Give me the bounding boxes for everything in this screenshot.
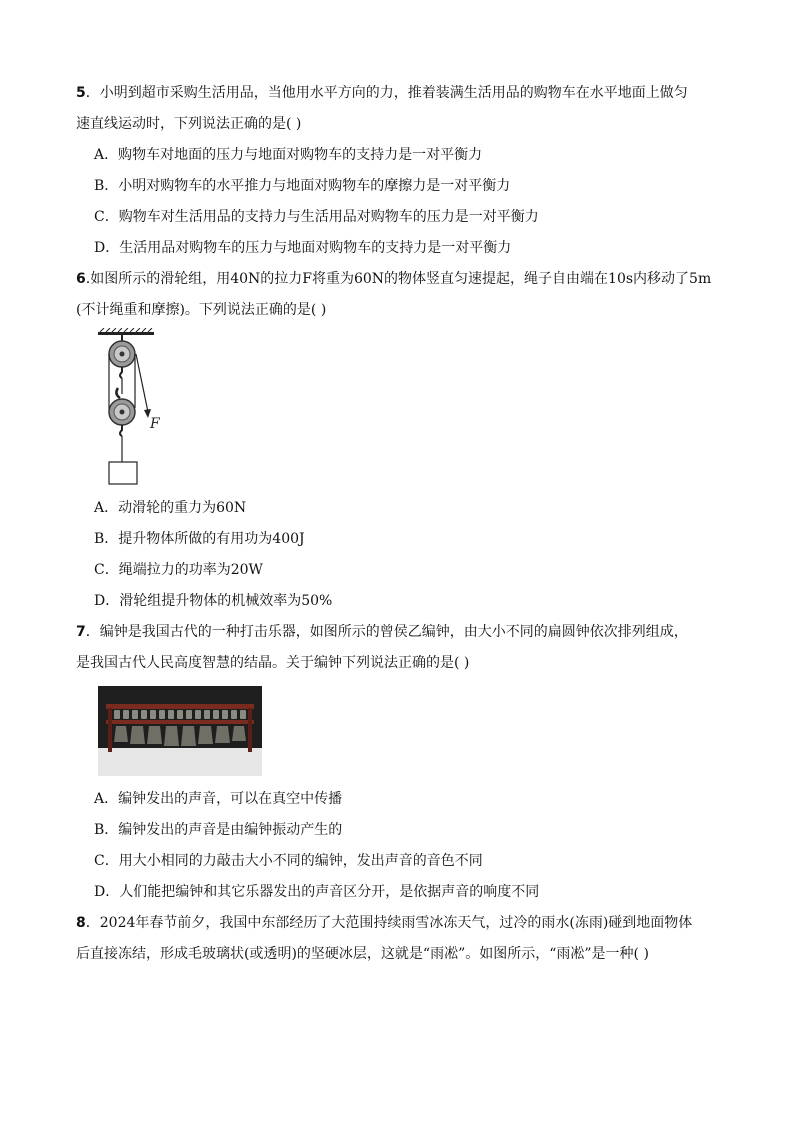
question-6-option-d: D．滑轮组提升物体的机械效率为50%: [94, 593, 333, 609]
stem-text: ．2024年春节前夕，我国中东部经历了大范围持续雨雪冰冻天气，过冷的雨水(冻雨)碰到地面物体: [85, 915, 693, 931]
question-number: 5: [76, 85, 86, 101]
question-7-option-c: C．用大小相同的力敲击大小不同的编钟，发出声音的音色不同: [94, 853, 483, 869]
stem-text: ．小明到超市采购生活用品，当他用水平方向的力，推着装满生活用品的购物车在水平地面上做匀: [85, 85, 688, 101]
ceiling-support: [98, 328, 154, 342]
pulley-diagram: [94, 328, 174, 488]
question-6-stem-line1: [76, 269, 711, 289]
question-8-stem-line1: [76, 913, 692, 933]
question-number: 7: [76, 624, 86, 640]
question-5-option-a: A．购物车对地面的压力与地面对购物车的支持力是一对平衡力: [94, 147, 483, 163]
stem-text: .如图所示的滑轮组，用40N的拉力F将重为60N的物体竖直匀速提起，绳子自由端在10s内移动了5m: [85, 271, 712, 287]
force-label: F: [150, 416, 160, 432]
question-5-stem-line1: [76, 83, 688, 103]
question-7-option-a: A．编钟发出的声音，可以在真空中传播: [94, 791, 343, 807]
bianzhong-photo: [98, 686, 262, 776]
weight-block: [109, 462, 137, 484]
question-number: 6: [76, 271, 86, 287]
question-7-option-d: D．人们能把编钟和其它乐器发出的声音区分开，是依据声音的响度不同: [94, 884, 540, 900]
stem-text: ．编钟是我国古代的一种打击乐器，如图所示的曾侯乙编钟，由大小不同的扁圆钟依次排列组成，: [85, 624, 688, 640]
question-6-stem-line2: (不计绳重和摩擦)。下列说法正确的是( ): [76, 302, 327, 318]
question-7-option-b: B．编钟发出的声音是由编钟振动产生的: [94, 822, 343, 838]
question-5-option-c: C．购物车对生活用品的支持力与生活用品对购物车的压力是一对平衡力: [94, 209, 539, 225]
question-8-stem-line2: 后直接冻结，形成毛玻璃状(或透明)的坚硬冰层，这就是“雨凇”。如图所示，“雨凇”是一种( ): [76, 946, 649, 962]
fixed-pulley: [109, 341, 135, 367]
question-5-option-b: B．小明对购物车的水平推力与地面对购物车的摩擦力是一对平衡力: [94, 178, 511, 194]
hook-icon: [120, 367, 122, 378]
question-7-stem-line1: [76, 622, 688, 642]
movable-pulley: [109, 388, 135, 436]
question-7-stem-line2: 是我国古代人民高度智慧的结晶。关于编钟下列说法正确的是( ): [76, 655, 470, 671]
question-6-option-b: B．提升物体所做的有用功为400J: [94, 531, 305, 547]
question-number: 8: [76, 915, 86, 931]
question-6-option-c: C．绳端拉力的功率为20W: [94, 562, 263, 578]
question-6-option-a: A．动滑轮的重力为60N: [94, 500, 247, 516]
question-5-stem-line2: 速直线运动时，下列说法正确的是( ): [76, 116, 302, 132]
question-5-option-d: D．生活用品对购物车的压力与地面对购物车的支持力是一对平衡力: [94, 240, 512, 256]
